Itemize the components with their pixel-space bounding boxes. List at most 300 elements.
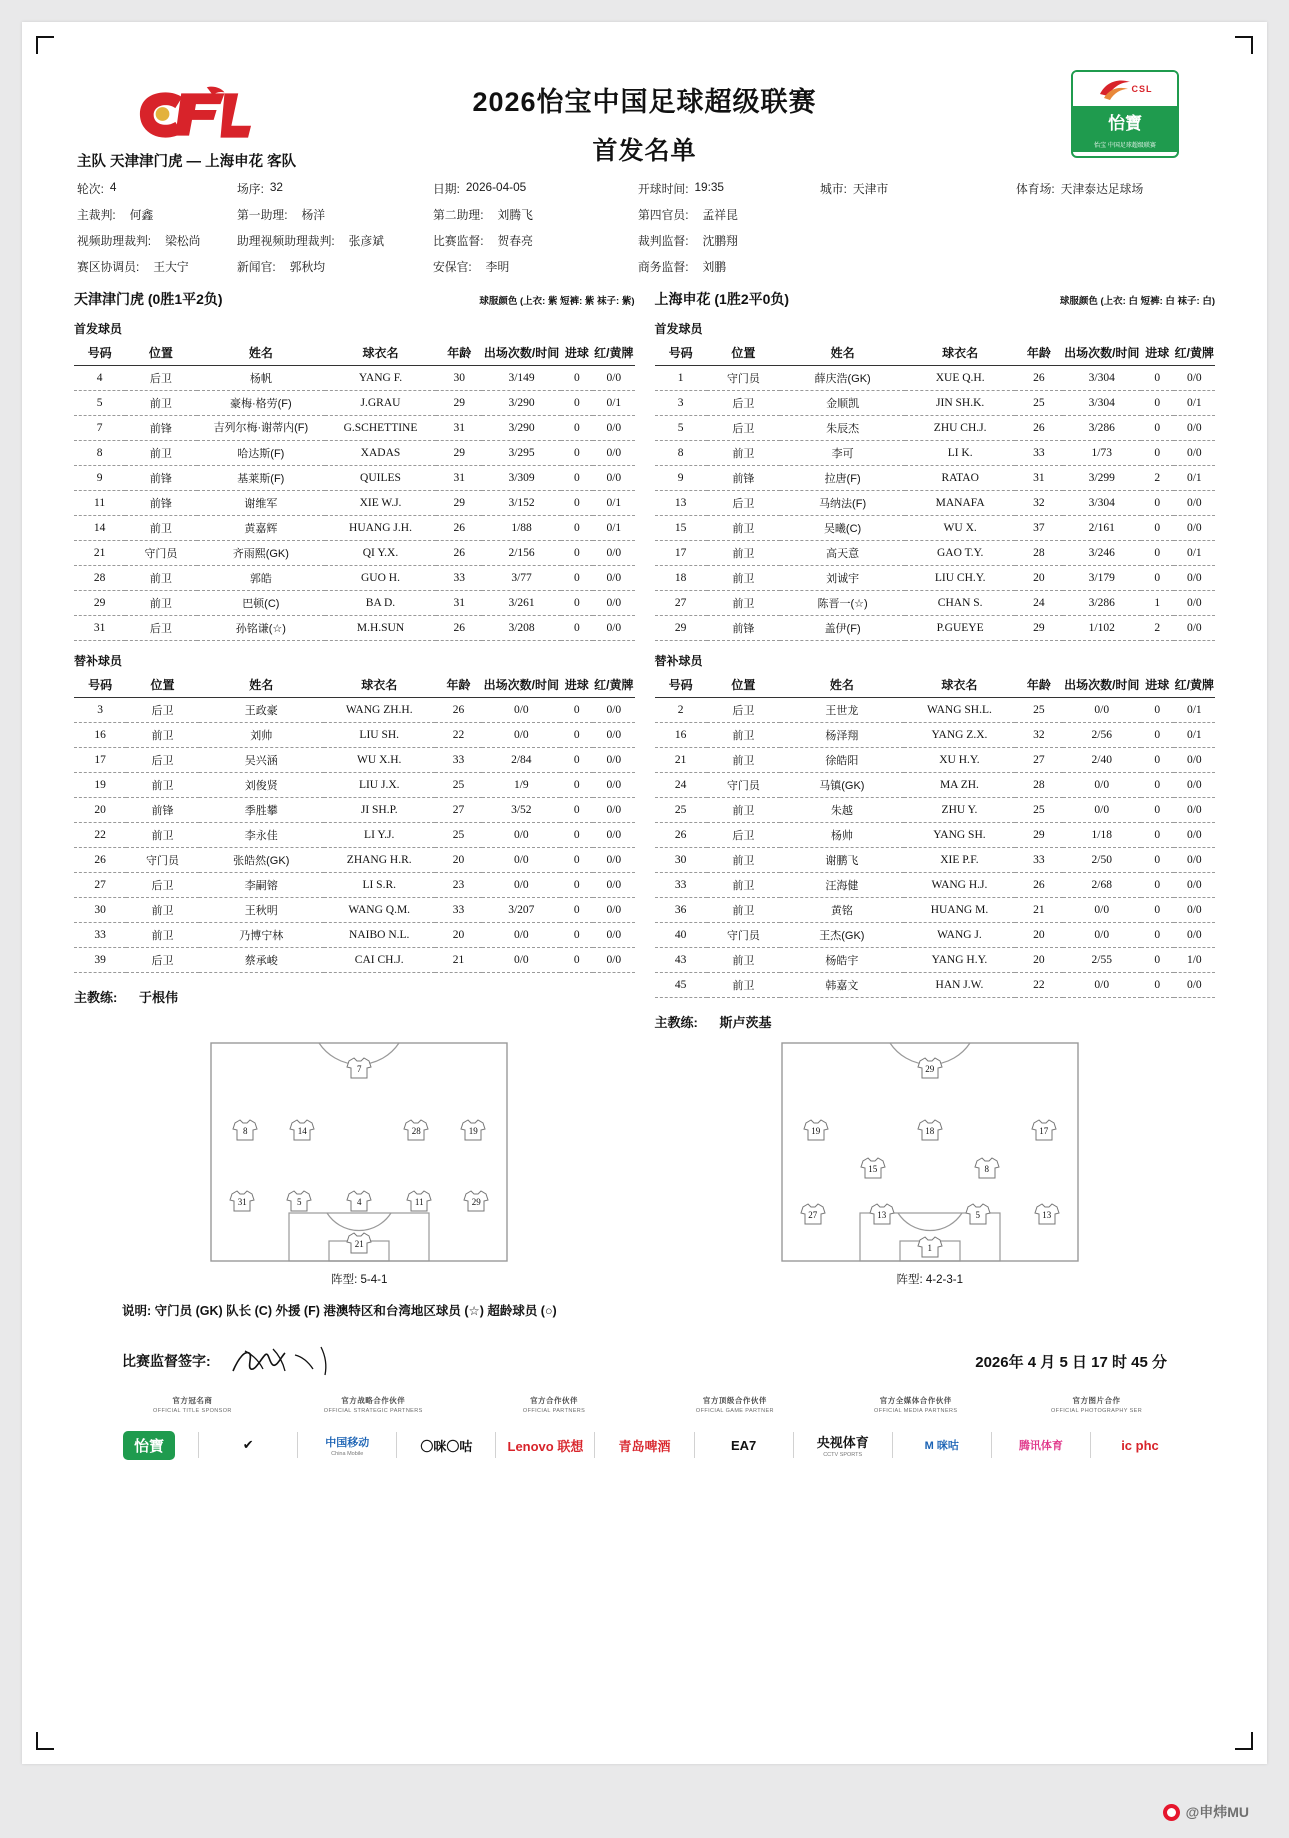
table-row bbox=[655, 773, 1216, 798]
away-coach bbox=[655, 1012, 1216, 1031]
official-item bbox=[77, 258, 237, 275]
column-header: 位置 bbox=[707, 673, 780, 698]
cell-name: 哈达斯(F) bbox=[197, 441, 325, 466]
sponsor-name: 青岛啤酒 bbox=[618, 1438, 671, 1454]
sponsor-name: Lenovo 联想 bbox=[507, 1438, 584, 1454]
cell-goals: 0 bbox=[1141, 798, 1174, 823]
official-name: 郭秋均 bbox=[289, 260, 326, 274]
cell-pos: 前卫 bbox=[125, 391, 196, 416]
crop-mark-bottom-right bbox=[1235, 1732, 1253, 1750]
cell-jersey: RATAO bbox=[905, 466, 1015, 491]
cell-goals: 0 bbox=[560, 948, 593, 973]
cell-cards: 0/0 bbox=[593, 591, 634, 616]
badge-top bbox=[1073, 72, 1177, 106]
cell-apps: 0/0 bbox=[482, 698, 560, 723]
home-kit-colors: 球服颜色 (上衣: 紫 短裤: 紫 袜子: 紫) bbox=[479, 296, 635, 307]
cell-name: 刘俊贤 bbox=[199, 773, 324, 798]
official-item bbox=[77, 206, 237, 223]
cell-no: 3 bbox=[74, 698, 126, 723]
cell-age: 31 bbox=[1015, 466, 1062, 491]
cell-cards: 0/0 bbox=[593, 848, 634, 873]
cell-age: 20 bbox=[435, 848, 482, 873]
category-cn: 官方战略合作伙伴 bbox=[341, 1396, 406, 1405]
column-header: 位置 bbox=[126, 673, 199, 698]
home-formation-label: 阵型: 5-4-1 bbox=[331, 1274, 388, 1286]
cell-apps: 0/0 bbox=[1063, 898, 1141, 923]
cell-apps: 0/0 bbox=[482, 848, 560, 873]
cell-pos: 后卫 bbox=[707, 391, 780, 416]
cell-no: 40 bbox=[655, 923, 707, 948]
column-header: 红/黄牌 bbox=[1174, 341, 1215, 366]
cell-age: 20 bbox=[435, 923, 482, 948]
official-role: 第四官员: bbox=[638, 208, 689, 222]
cell-goals: 0 bbox=[560, 723, 593, 748]
table-row bbox=[655, 948, 1216, 973]
cell-jersey: HUANG M. bbox=[904, 898, 1015, 923]
cell-no: 16 bbox=[655, 723, 707, 748]
shirt-number: 5 bbox=[975, 1210, 980, 1221]
shirt-number: 27 bbox=[808, 1210, 818, 1221]
shirt-number: 11 bbox=[414, 1196, 424, 1207]
cell-pos: 后卫 bbox=[125, 366, 196, 391]
cell-name: 郭皓 bbox=[197, 566, 325, 591]
shirt-number: 18 bbox=[925, 1125, 935, 1136]
cell-age: 31 bbox=[436, 416, 482, 441]
coach-label: 主教练: bbox=[654, 1015, 698, 1030]
category-en: OFFICIAL MEDIA PARTNERS bbox=[874, 1408, 958, 1414]
cell-pos: 前卫 bbox=[707, 591, 780, 616]
cell-name: 巴顿(C) bbox=[197, 591, 325, 616]
home-subs-table bbox=[74, 673, 635, 973]
cell-apps: 0/0 bbox=[1063, 798, 1141, 823]
table-row bbox=[74, 516, 635, 541]
sponsor-category bbox=[283, 1395, 464, 1414]
table-row bbox=[74, 873, 635, 898]
cell-no: 26 bbox=[74, 848, 126, 873]
official-item bbox=[433, 232, 638, 249]
category-en: OFFICIAL STRATEGIC PARTNERS bbox=[323, 1408, 423, 1414]
cell-age: 25 bbox=[435, 823, 482, 848]
cell-age: 22 bbox=[435, 723, 482, 748]
category-en: OFFICIAL PARTNERS bbox=[522, 1408, 586, 1414]
signature-label: 比赛监督签字: bbox=[122, 1353, 211, 1369]
supervisor-signature bbox=[225, 1341, 345, 1381]
home-coach-name: 于根伟 bbox=[138, 990, 178, 1005]
cell-jersey: WU X. bbox=[905, 516, 1015, 541]
cell-goals: 0 bbox=[561, 616, 593, 641]
away-team-header bbox=[655, 289, 1216, 309]
team-tables bbox=[74, 289, 1215, 1031]
cell-goals: 0 bbox=[560, 698, 593, 723]
cell-apps: 2/40 bbox=[1063, 748, 1141, 773]
table-row bbox=[655, 441, 1216, 466]
official-role: 比赛监督: bbox=[433, 234, 484, 248]
cell-goals: 0 bbox=[1141, 948, 1174, 973]
cell-name: 汪海健 bbox=[780, 873, 904, 898]
official-name: 沈鹏翔 bbox=[702, 234, 738, 248]
info-label: 开球时间: bbox=[638, 182, 689, 196]
pitch-shirt bbox=[869, 1202, 895, 1226]
cell-jersey: QI Y.X. bbox=[325, 541, 436, 566]
cell-apps: 2/161 bbox=[1063, 516, 1141, 541]
cell-apps: 0/0 bbox=[1063, 973, 1141, 998]
cell-goals: 0 bbox=[561, 466, 593, 491]
pitch-shirt bbox=[803, 1118, 829, 1142]
cell-name: 李可 bbox=[780, 441, 905, 466]
cell-age: 31 bbox=[436, 466, 482, 491]
sponsor-name: 怡寶 bbox=[123, 1431, 175, 1460]
cell-apps: 3/299 bbox=[1063, 466, 1141, 491]
cell-cards: 0/0 bbox=[1174, 773, 1215, 798]
cell-no: 33 bbox=[655, 873, 707, 898]
cell-age: 31 bbox=[436, 591, 482, 616]
cell-pos: 后卫 bbox=[707, 823, 780, 848]
cell-name: 谢鹏飞 bbox=[780, 848, 904, 873]
cell-no: 19 bbox=[74, 773, 126, 798]
cell-jersey: WANG SH.L. bbox=[904, 698, 1015, 723]
officials-block bbox=[77, 206, 1212, 275]
away-pitch bbox=[780, 1041, 1080, 1263]
pitch-shirt bbox=[403, 1118, 429, 1142]
watermark bbox=[1163, 1802, 1249, 1822]
cell-pos: 前卫 bbox=[126, 923, 199, 948]
table-row bbox=[74, 391, 635, 416]
pitch-shirt bbox=[1034, 1202, 1060, 1226]
cell-apps: 1/88 bbox=[482, 516, 560, 541]
cell-name: 朱越 bbox=[780, 798, 904, 823]
cell-pos: 前锋 bbox=[125, 491, 196, 516]
cell-pos: 前卫 bbox=[707, 948, 780, 973]
sponsor-name: ic phc bbox=[1121, 1437, 1159, 1453]
sponsor-name: ✔ bbox=[242, 1437, 254, 1452]
cell-age: 25 bbox=[1015, 698, 1062, 723]
watermark-text: @申炜MU bbox=[1185, 1804, 1249, 1820]
cell-goals: 0 bbox=[1141, 923, 1174, 948]
cell-age: 25 bbox=[1015, 391, 1062, 416]
official-name: 何鑫 bbox=[129, 208, 154, 222]
cell-jersey: XIE W.J. bbox=[325, 491, 436, 516]
cell-jersey: WANG Q.M. bbox=[324, 898, 435, 923]
cell-age: 20 bbox=[1015, 566, 1062, 591]
cell-name: 马镇(GK) bbox=[780, 773, 904, 798]
cell-age: 29 bbox=[436, 491, 482, 516]
cell-name: 朱辰杰 bbox=[780, 416, 905, 441]
cell-name: 乃博宁林 bbox=[199, 923, 324, 948]
cell-apps: 3/152 bbox=[482, 491, 560, 516]
cell-no: 39 bbox=[74, 948, 126, 973]
cell-apps: 0/0 bbox=[482, 948, 560, 973]
pitch-shirt bbox=[974, 1156, 1000, 1180]
cell-name: 刘诚宇 bbox=[780, 566, 905, 591]
column-header: 红/黄牌 bbox=[1174, 673, 1215, 698]
cell-no: 30 bbox=[74, 898, 126, 923]
cell-apps: 3/208 bbox=[482, 616, 560, 641]
cell-pos: 后卫 bbox=[125, 616, 196, 641]
cell-apps: 1/102 bbox=[1063, 616, 1141, 641]
cell-apps: 3/149 bbox=[482, 366, 560, 391]
cell-cards: 0/0 bbox=[593, 616, 634, 641]
legend-note: 说明: 守门员 (GK) 队长 (C) 外援 (F) 港澳特区和台湾地区球员 (☆) 超龄球员 (○) bbox=[122, 1304, 557, 1318]
cell-cards: 0/0 bbox=[1174, 848, 1215, 873]
shirt-number: 17 bbox=[1039, 1125, 1049, 1136]
cell-no: 8 bbox=[74, 441, 125, 466]
cell-name: 杨帅 bbox=[780, 823, 904, 848]
cell-pos: 前卫 bbox=[126, 773, 199, 798]
cell-no: 20 bbox=[74, 798, 126, 823]
cell-name: 孙铭谦(☆) bbox=[197, 616, 325, 641]
cell-jersey: YANG H.Y. bbox=[904, 948, 1015, 973]
cell-no: 29 bbox=[74, 591, 125, 616]
cell-age: 33 bbox=[435, 748, 482, 773]
csl-swoosh-icon bbox=[1098, 78, 1132, 100]
table-body bbox=[74, 366, 635, 641]
column-header: 姓名 bbox=[780, 673, 904, 698]
home-coach bbox=[74, 987, 635, 1006]
cell-cards: 0/0 bbox=[593, 873, 634, 898]
cell-jersey: ZHU Y. bbox=[904, 798, 1015, 823]
sponsor-name: 中国移动 bbox=[325, 1436, 370, 1449]
cell-age: 20 bbox=[1015, 948, 1062, 973]
cell-pos: 前卫 bbox=[707, 566, 780, 591]
cell-jersey: NAIBO N.L. bbox=[324, 923, 435, 948]
cell-goals: 0 bbox=[1141, 898, 1174, 923]
cell-pos: 前卫 bbox=[126, 723, 199, 748]
info-label: 体育场: bbox=[1016, 182, 1055, 196]
table-header-row bbox=[655, 673, 1216, 698]
cell-pos: 后卫 bbox=[126, 748, 199, 773]
cell-name: 高天意 bbox=[780, 541, 905, 566]
shirt-number: 13 bbox=[1042, 1210, 1052, 1221]
match-info-item bbox=[433, 180, 638, 197]
cell-goals: 0 bbox=[1141, 823, 1174, 848]
cell-age: 28 bbox=[1015, 541, 1062, 566]
home-starters-table bbox=[74, 341, 635, 641]
cell-age: 26 bbox=[1015, 366, 1062, 391]
cell-goals: 0 bbox=[561, 591, 593, 616]
sponsor-logo bbox=[794, 1432, 892, 1458]
column-header: 号码 bbox=[74, 341, 125, 366]
table-row bbox=[655, 898, 1216, 923]
page-title: 2026怡宝中国足球超级联赛 bbox=[472, 87, 817, 117]
cell-pos: 前锋 bbox=[125, 416, 196, 441]
column-header: 年龄 bbox=[1015, 341, 1062, 366]
cell-jersey: XU H.Y. bbox=[904, 748, 1015, 773]
teams-line: 主队 天津津门虎 — 上海申花 客队 bbox=[77, 154, 297, 170]
sponsor-logo bbox=[595, 1436, 693, 1455]
coach-label: 主教练: bbox=[74, 990, 118, 1005]
cell-apps: 2/84 bbox=[482, 748, 560, 773]
column-header: 进球 bbox=[1141, 341, 1174, 366]
cell-age: 21 bbox=[435, 948, 482, 973]
cell-no: 13 bbox=[655, 491, 707, 516]
cell-name: 薛庆浩(GK) bbox=[780, 366, 905, 391]
away-subs-table bbox=[655, 673, 1216, 998]
cell-pos: 前卫 bbox=[707, 748, 780, 773]
cell-jersey: LIU J.X. bbox=[324, 773, 435, 798]
match-meta bbox=[77, 150, 1212, 275]
cell-no: 21 bbox=[74, 541, 125, 566]
shirt-number: 8 bbox=[243, 1125, 248, 1136]
cell-no: 21 bbox=[655, 748, 707, 773]
cell-cards: 0/0 bbox=[593, 441, 634, 466]
cell-goals: 0 bbox=[1141, 516, 1174, 541]
cell-apps: 3/286 bbox=[1063, 591, 1141, 616]
cell-jersey: XIE P.F. bbox=[904, 848, 1015, 873]
cell-jersey: GUO H. bbox=[325, 566, 436, 591]
category-cn: 官方全媒体合作伙伴 bbox=[879, 1396, 952, 1405]
cell-goals: 0 bbox=[560, 798, 593, 823]
cell-goals: 0 bbox=[560, 823, 593, 848]
table-header-row bbox=[74, 673, 635, 698]
pitch-shirt bbox=[965, 1202, 991, 1226]
column-header: 号码 bbox=[655, 673, 707, 698]
shirt-number: 8 bbox=[984, 1163, 989, 1174]
sponsor-brand: 怡寶 bbox=[1073, 106, 1177, 136]
cell-apps: 2/156 bbox=[482, 541, 560, 566]
cell-pos: 前卫 bbox=[707, 723, 780, 748]
table-row bbox=[74, 466, 635, 491]
cell-apps: 1/18 bbox=[1063, 823, 1141, 848]
away-team-column bbox=[645, 289, 1216, 1031]
cell-name: 黄铭 bbox=[780, 898, 904, 923]
sponsor-category bbox=[825, 1395, 1006, 1414]
home-pitch bbox=[209, 1041, 509, 1263]
csl-label: CSL bbox=[1131, 84, 1153, 94]
info-label: 日期: bbox=[433, 182, 460, 196]
cell-age: 37 bbox=[1015, 516, 1062, 541]
shirt-number: 29 bbox=[471, 1196, 481, 1207]
cell-apps: 0/0 bbox=[482, 873, 560, 898]
cell-cards: 0/0 bbox=[1174, 491, 1215, 516]
cell-cards: 0/0 bbox=[1174, 566, 1215, 591]
cell-goals: 0 bbox=[561, 541, 593, 566]
category-cn: 官方冠名商 bbox=[172, 1396, 213, 1405]
cell-goals: 0 bbox=[560, 923, 593, 948]
table-row bbox=[74, 898, 635, 923]
column-header: 红/黄牌 bbox=[593, 673, 634, 698]
cell-jersey: LIU CH.Y. bbox=[905, 566, 1015, 591]
official-name: 李明 bbox=[485, 260, 510, 274]
cell-no: 27 bbox=[655, 591, 707, 616]
cell-goals: 2 bbox=[1141, 616, 1174, 641]
cell-goals: 0 bbox=[1141, 698, 1174, 723]
home-team-header bbox=[74, 289, 635, 309]
cell-pos: 后卫 bbox=[126, 698, 199, 723]
official-item bbox=[237, 258, 433, 275]
info-value: 19:35 bbox=[694, 180, 724, 194]
cell-cards: 0/0 bbox=[1174, 798, 1215, 823]
cell-age: 26 bbox=[436, 616, 482, 641]
cell-name: 李嗣镕 bbox=[199, 873, 324, 898]
cell-pos: 前锋 bbox=[126, 798, 199, 823]
cell-no: 45 bbox=[655, 973, 707, 998]
sponsor-category bbox=[102, 1395, 283, 1414]
table-row bbox=[655, 723, 1216, 748]
away-formation bbox=[645, 1041, 1216, 1287]
match-info-item bbox=[1016, 180, 1212, 197]
cell-age: 26 bbox=[1015, 873, 1062, 898]
cell-age: 29 bbox=[1015, 616, 1062, 641]
away-starters-label: 首发球员 bbox=[654, 322, 703, 336]
cell-age: 27 bbox=[1015, 748, 1062, 773]
official-name: 刘鹏 bbox=[702, 260, 727, 274]
pitch-shirt bbox=[1031, 1118, 1057, 1142]
table-row bbox=[74, 948, 635, 973]
cell-goals: 0 bbox=[1141, 748, 1174, 773]
cell-name: 徐皓阳 bbox=[780, 748, 904, 773]
official-name: 杨洋 bbox=[301, 208, 326, 222]
cell-apps: 0/0 bbox=[482, 923, 560, 948]
table-row bbox=[74, 798, 635, 823]
official-name: 张彦斌 bbox=[348, 234, 385, 248]
cell-goals: 1 bbox=[1141, 591, 1174, 616]
match-info-row bbox=[77, 180, 1212, 197]
cell-apps: 3/77 bbox=[482, 566, 560, 591]
sponsor-name: M 咪咕 bbox=[924, 1440, 959, 1452]
cell-cards: 0/0 bbox=[1174, 823, 1215, 848]
cell-age: 21 bbox=[1015, 898, 1062, 923]
column-header: 出场次数/时间 bbox=[1063, 341, 1141, 366]
official-role: 赛区协调员: bbox=[77, 260, 140, 274]
cell-cards: 0/0 bbox=[1174, 366, 1215, 391]
table-row bbox=[74, 491, 635, 516]
cell-cards: 0/0 bbox=[593, 948, 634, 973]
table-row bbox=[655, 616, 1216, 641]
cell-cards: 0/0 bbox=[593, 466, 634, 491]
table-row bbox=[74, 773, 635, 798]
cell-age: 29 bbox=[436, 441, 482, 466]
cell-cards: 0/1 bbox=[1174, 391, 1215, 416]
cell-name: 李永佳 bbox=[199, 823, 324, 848]
cell-no: 27 bbox=[74, 873, 126, 898]
cell-jersey: WANG J. bbox=[904, 923, 1015, 948]
cell-cards: 0/1 bbox=[1174, 541, 1215, 566]
table-row bbox=[655, 973, 1216, 998]
table-row bbox=[655, 566, 1216, 591]
sponsor-name: EA7 bbox=[730, 1437, 757, 1453]
cell-age: 25 bbox=[435, 773, 482, 798]
cell-name: 王杰(GK) bbox=[780, 923, 904, 948]
cell-pos: 后卫 bbox=[126, 873, 199, 898]
cell-apps: 1/73 bbox=[1063, 441, 1141, 466]
cell-goals: 2 bbox=[1141, 466, 1174, 491]
official-role: 主裁判: bbox=[77, 208, 116, 222]
sponsor-logo bbox=[496, 1436, 594, 1455]
sponsor-name: 央视体育 bbox=[816, 1435, 869, 1450]
cell-cards: 0/0 bbox=[1174, 923, 1215, 948]
column-header: 姓名 bbox=[199, 673, 324, 698]
cell-goals: 0 bbox=[1141, 541, 1174, 566]
info-value: 天津泰达足球场 bbox=[1060, 182, 1144, 196]
cell-cards: 0/0 bbox=[1174, 416, 1215, 441]
cell-goals: 0 bbox=[1141, 491, 1174, 516]
cell-no: 11 bbox=[74, 491, 125, 516]
shirt-number: 19 bbox=[811, 1125, 821, 1136]
cell-no: 24 bbox=[655, 773, 707, 798]
cell-name: 蔡承峻 bbox=[199, 948, 324, 973]
cell-goals: 0 bbox=[1141, 416, 1174, 441]
cell-no: 31 bbox=[74, 616, 125, 641]
cell-age: 26 bbox=[1015, 416, 1062, 441]
cell-age: 25 bbox=[1015, 798, 1062, 823]
cell-goals: 0 bbox=[560, 773, 593, 798]
cell-cards: 0/0 bbox=[593, 748, 634, 773]
pitch-shirt bbox=[917, 1235, 943, 1259]
official-item bbox=[433, 206, 638, 223]
cell-name: 杨泽翔 bbox=[780, 723, 904, 748]
pitch-shirt bbox=[860, 1156, 886, 1180]
cell-cards: 0/0 bbox=[1174, 591, 1215, 616]
